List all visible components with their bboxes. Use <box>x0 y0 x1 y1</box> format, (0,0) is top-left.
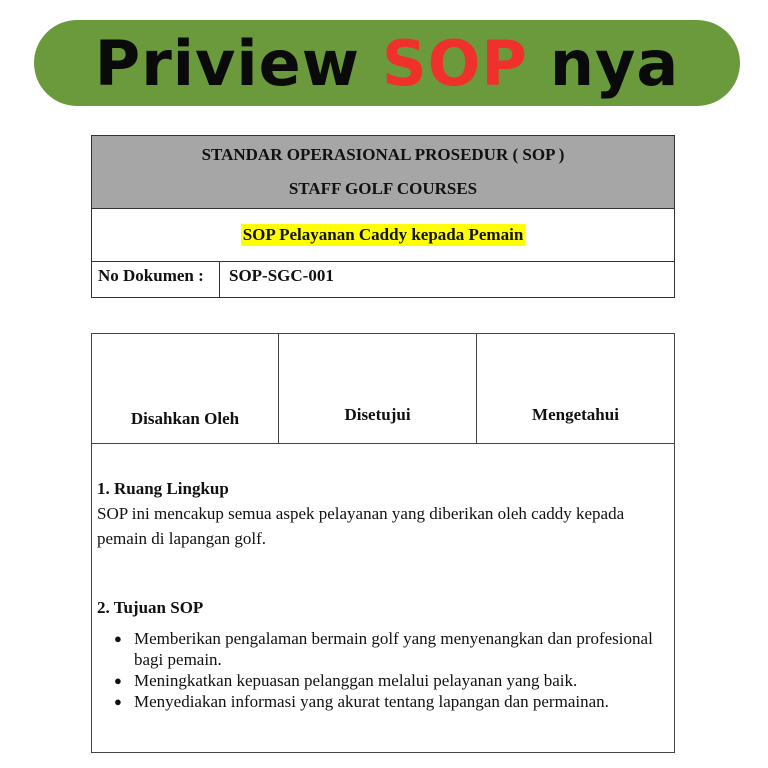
list-item-text: Menyediakan informasi yang akurat tentang lapangan dan permainan. <box>134 692 609 711</box>
approval-row <box>92 334 674 444</box>
sop-name-row <box>92 209 674 262</box>
list-item <box>114 628 660 670</box>
list-item-text: Meningkatkan kepuasan pelanggan melalui pelayanan yang baik. <box>134 671 578 690</box>
list-item <box>114 670 660 691</box>
approval-disetujui-label: Disetujui <box>344 405 411 424</box>
tujuan-list <box>97 628 660 712</box>
approval-disahkan-label: Disahkan Oleh <box>130 409 240 428</box>
section-ruang-lingkup-text: SOP ini mencakup semua aspek pelayanan yang diberikan oleh caddy kepada pemain di lapangan golf. <box>97 504 625 548</box>
list-item-text: Memberikan pengalaman bermain golf yang menyenangkan dan profesional bagi pemain. <box>134 629 653 669</box>
approval-mengetahui-cell <box>477 334 674 443</box>
section-ruang-lingkup-title: 1. Ruang Lingkup <box>97 479 229 498</box>
bullet-icon: ● <box>114 631 122 646</box>
bullet-icon: ● <box>114 694 122 709</box>
header-title-line1: STANDAR OPERASIONAL PROSEDUR ( SOP ) <box>201 145 565 164</box>
preview-banner <box>34 20 740 106</box>
header-title-block <box>92 136 674 209</box>
header-title-line2: STAFF GOLF COURSES <box>288 179 478 198</box>
banner-word-sop: SOP <box>382 26 528 100</box>
document-number-row <box>92 262 674 297</box>
section-tujuan-title: 2. Tujuan SOP <box>97 598 204 617</box>
approval-disetujui-cell <box>279 334 477 443</box>
banner-word-priview: Priview <box>94 26 361 100</box>
banner-word-nya: nya <box>549 26 680 100</box>
document-number-label: No Dokumen : <box>92 262 220 297</box>
sop-header-table <box>91 135 675 298</box>
sop-name-highlight: SOP Pelayanan Caddy kepada Pemain <box>242 225 524 244</box>
list-item <box>114 691 660 712</box>
document-number-value: SOP-SGC-001 <box>229 266 334 285</box>
bullet-icon: ● <box>114 673 122 688</box>
sop-content <box>92 444 674 712</box>
approval-disahkan-cell <box>92 334 279 443</box>
sop-body-table <box>91 333 675 753</box>
approval-mengetahui-label: Mengetahui <box>532 405 619 424</box>
